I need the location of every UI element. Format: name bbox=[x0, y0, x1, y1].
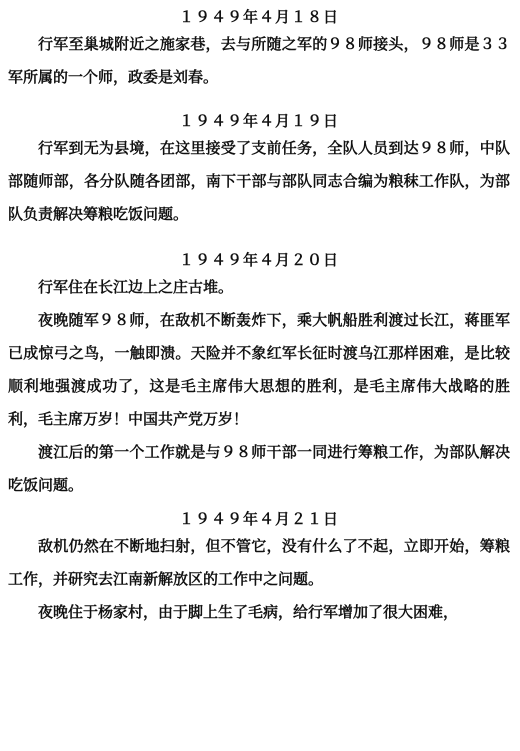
entry-paragraph: 敌机仍然在不断地扫射，但不管它，没有什么了不起，立即开始，筹粮工作，并研究去江南新解放区的工作中之问题。 bbox=[8, 537, 510, 588]
diary-entry-0418 bbox=[8, 6, 510, 94]
diary-entry-0419 bbox=[8, 110, 510, 231]
diary-entry-0420 bbox=[8, 249, 510, 502]
entry-date: １９４９年４月１８日 bbox=[178, 8, 339, 26]
entry-date: １９４９年４月２０日 bbox=[178, 251, 339, 269]
entry-paragraph: 行军到无为县境，在这里接受了支前任务，全队人员到达９８师，中队部随师部，各分队随各团部，南下干部与部队同志合编为粮秣工作队，为部队负责解决筹粮吃饭问题。 bbox=[8, 139, 510, 223]
entry-paragraph: 渡江后的第一个工作就是与９８师干部一同进行筹粮工作，为部队解决吃饭问题。 bbox=[8, 443, 510, 494]
entry-paragraph: 夜晚随军９８师，在敌机不断轰炸下，乘大帆船胜利渡过长江，蒋匪军已成惊弓之鸟，一触即溃。天险并不象红军长征时渡乌江那样困难，是比较顺利地强渡成功了，这是毛主席伟大思想的胜利，是毛主席伟大战略的胜利，毛主席万岁！中国共产党万岁！ bbox=[8, 311, 510, 428]
entry-paragraph: 行军至巢城附近之施家巷，去与所随之军的９８师接头，９８师是３３军所属的一个师，政委是刘春。 bbox=[8, 35, 510, 86]
entry-paragraph: 夜晚住于杨家村，由于脚上生了毛病，给行军增加了很大困难， bbox=[38, 603, 459, 621]
entry-date: １９４９年４月１９日 bbox=[178, 112, 339, 130]
entry-date: １９４９年４月２１日 bbox=[178, 510, 339, 528]
diary-entry-0421 bbox=[8, 508, 510, 629]
entry-paragraph: 行军住在长江边上之庄古堆。 bbox=[38, 278, 234, 296]
